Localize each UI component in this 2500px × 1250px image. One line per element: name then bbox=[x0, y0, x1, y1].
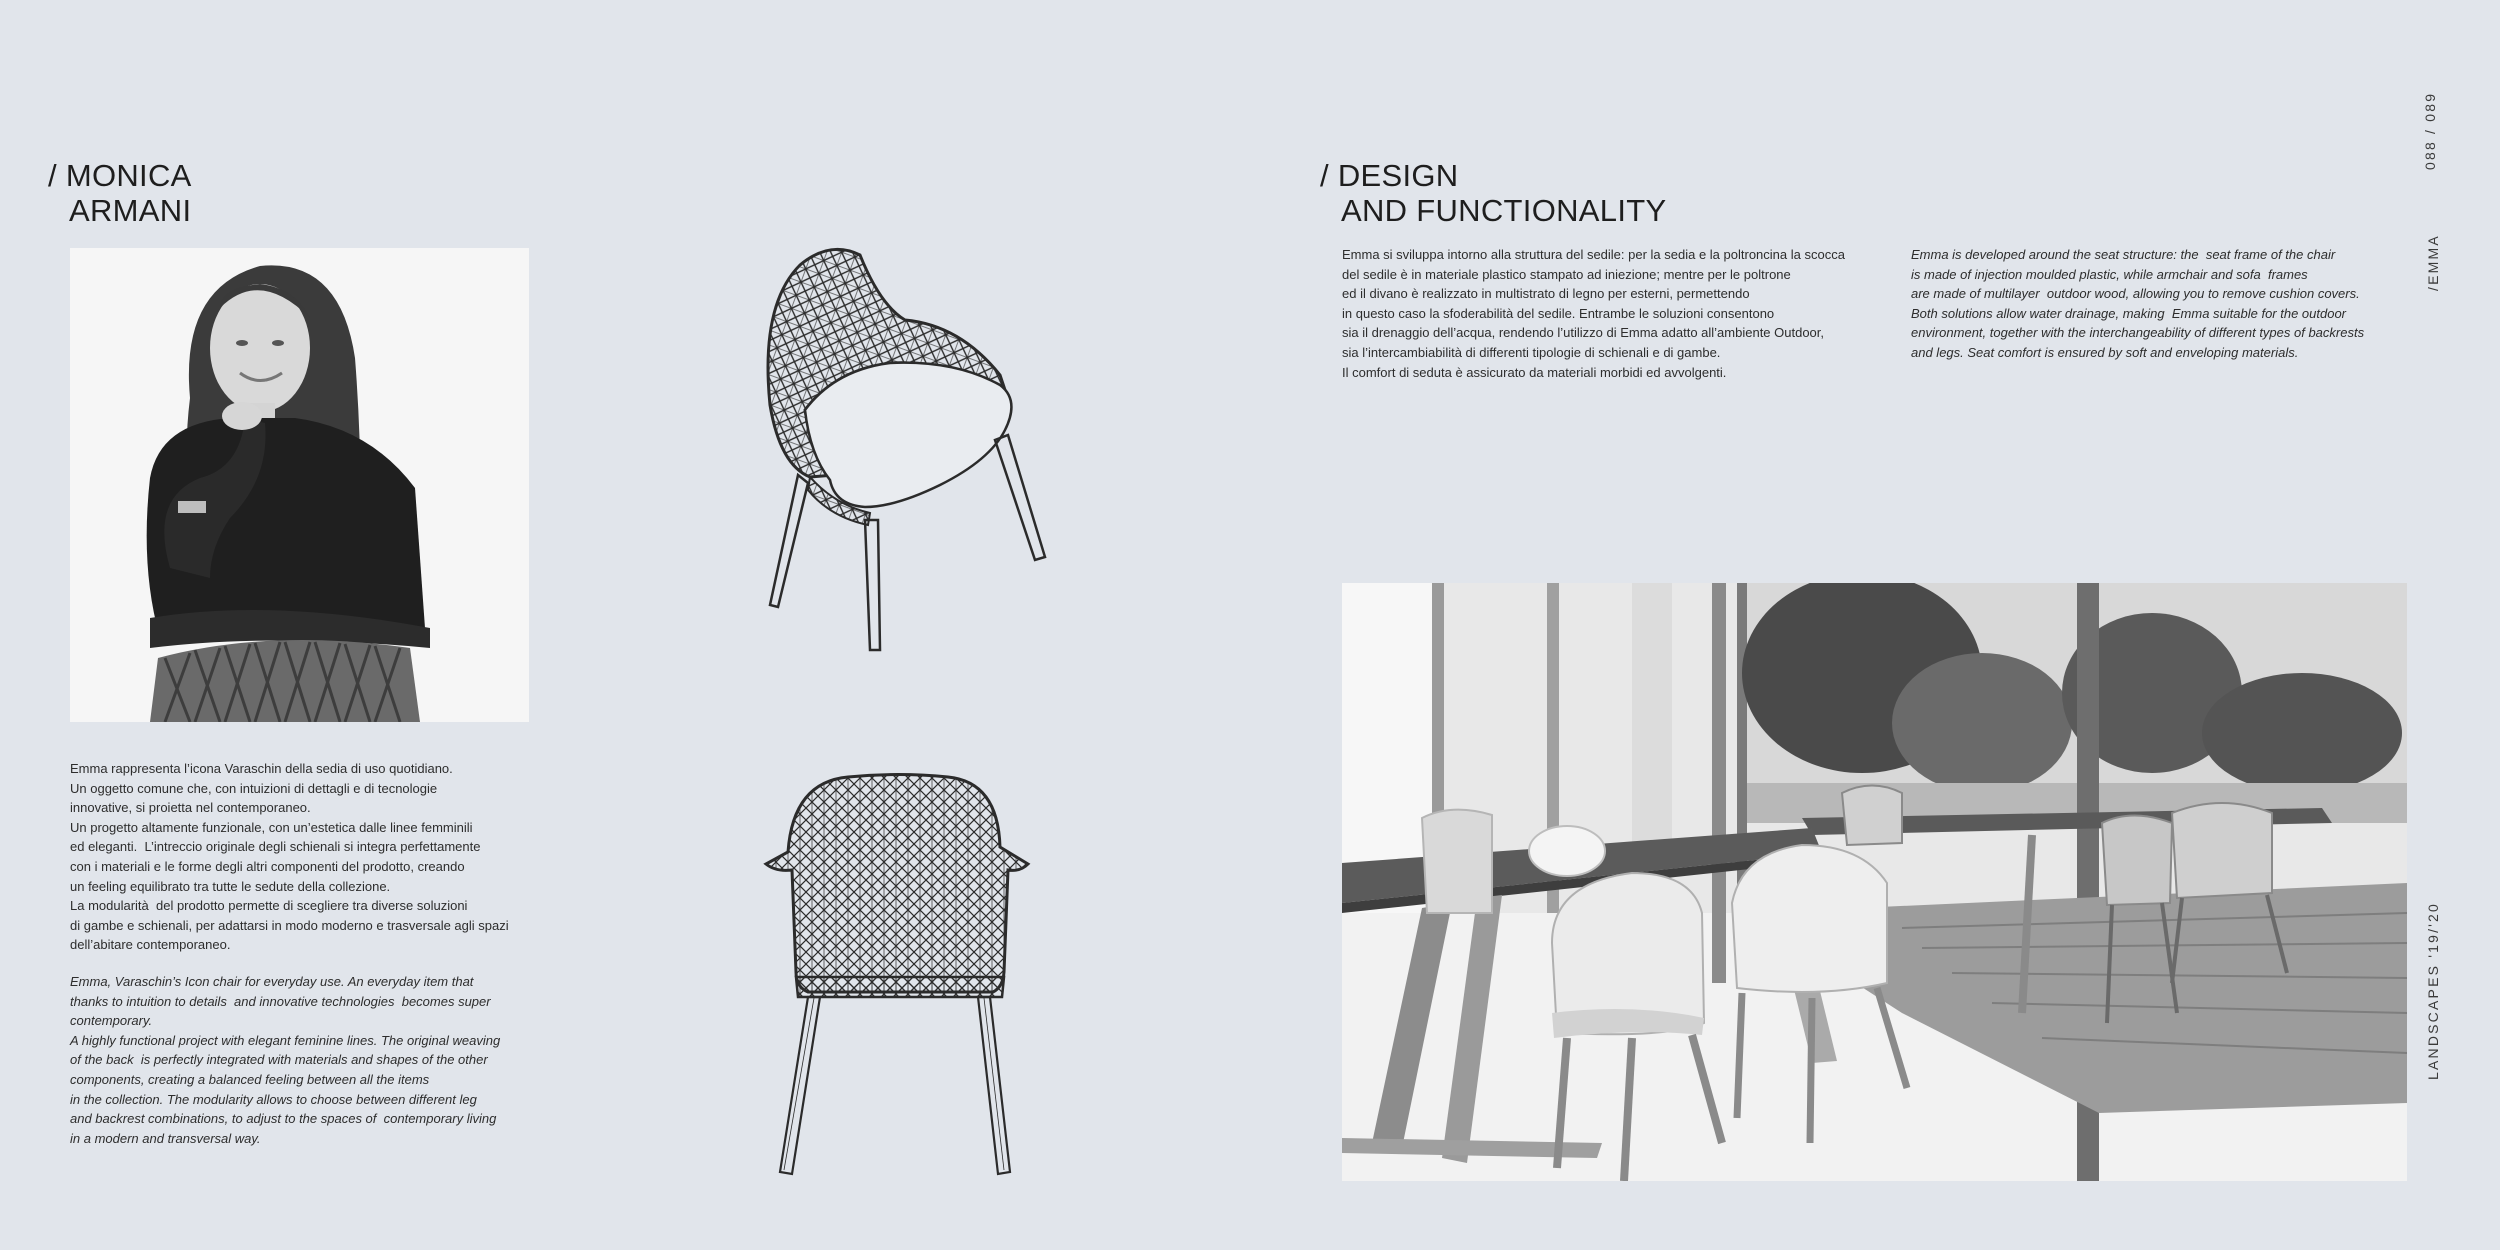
design-en-line: is made of injection moulded plastic, while armchair and sofa frames bbox=[1911, 266, 2308, 282]
design-heading-line1: / DESIGN bbox=[1320, 158, 1459, 193]
design-en-line: and legs. Seat comfort is ensured by soft and enveloping materials. bbox=[1911, 344, 2299, 360]
designer-portrait bbox=[70, 248, 529, 722]
designer-en-line: in the collection. The modularity allows to choose between different leg bbox=[70, 1091, 477, 1107]
page-number: 088 / 089 bbox=[2422, 91, 2438, 170]
design-it-line: Emma si sviluppa intorno alla struttura del sedile: per la sedia e la poltroncina la scocca bbox=[1342, 247, 1845, 262]
portrait-image bbox=[70, 248, 529, 722]
design-en-line: Emma is developed around the seat structure: the seat frame of the chair bbox=[1911, 247, 2336, 262]
design-en-line: are made of multilayer outdoor wood, allowing you to remove cushion covers. bbox=[1911, 286, 2360, 302]
designer-it-line: un feeling equilibrato tra tutte le sedute della collezione. bbox=[70, 878, 391, 894]
designer-it-line: dell’abitare contemporaneo. bbox=[70, 937, 231, 953]
designer-heading-line1: / MONICA bbox=[48, 158, 192, 193]
designer-it-line: La modularità del prodotto permette di scegliere tra diverse soluzioni bbox=[70, 898, 468, 914]
chair-sketch-back bbox=[758, 772, 1038, 1182]
designer-it-line: ed eleganti. L’intreccio originale degli schienali si integra perfettamente bbox=[70, 839, 481, 855]
design-it-line: del sedile è in materiale plastico stampato ad iniezione; mentre per le poltrone bbox=[1342, 266, 1791, 282]
designer-text-italian bbox=[70, 759, 509, 955]
designer-it-line: Un oggetto comune che, con intuizioni di dettagli e di tecnologie bbox=[70, 780, 438, 796]
design-heading bbox=[1320, 158, 1666, 228]
designer-en-line: components, creating a balanced feeling between all the items bbox=[70, 1071, 430, 1087]
design-it-line: in questo caso la sfoderabilità del sedile. Entrambe le soluzioni consentono bbox=[1342, 305, 1775, 321]
designer-en-line: Emma, Varaschin’s Icon chair for everyday use. An everyday item that bbox=[70, 974, 474, 989]
designer-heading-line2: ARMANI bbox=[69, 193, 192, 228]
design-en-line: environment, together with the interchangeability of different types of backrests bbox=[1911, 325, 2365, 341]
design-it-line: ed il divano è realizzato in multistrato di legno per esterni, permettendo bbox=[1342, 286, 1750, 302]
designer-it-line: innovative, si proietta nel contemporaneo. bbox=[70, 800, 311, 816]
designer-en-line: of the back is perfectly integrated with materials and shapes of the other bbox=[70, 1052, 488, 1068]
designer-en-line: thanks to intuition to details and innovative technologies becomes super bbox=[70, 993, 491, 1009]
design-it-line: sia il drenaggio dell’acqua, rendendo l’utilizzo di Emma adatto all’ambiente Outdoor, bbox=[1342, 325, 1825, 341]
designer-en-line: A highly functional project with elegant feminine lines. The original weaving bbox=[70, 1032, 501, 1048]
designer-en-line: in a modern and transversal way. bbox=[70, 1130, 261, 1146]
designer-it-line: di gambe e schienali, per adattarsi in modo moderno e trasversale agli spazi bbox=[70, 917, 509, 933]
dining-scene-photo bbox=[1342, 583, 2407, 1181]
designer-heading bbox=[48, 158, 192, 228]
design-text-english bbox=[1911, 245, 2364, 363]
design-text-italian bbox=[1342, 245, 1845, 382]
designer-it-line: Emma rappresenta l’icona Varaschin della sedia di uso quotidiano. bbox=[70, 761, 453, 776]
design-it-line: sia l’intercambiabilità di differenti tipologie di schienali e di gambe. bbox=[1342, 344, 1721, 360]
designer-en-line: and backrest combinations, to adjust to the spaces of contemporary living bbox=[70, 1111, 497, 1127]
design-en-line: Both solutions allow water drainage, making Emma suitable for the outdoor bbox=[1911, 305, 2347, 321]
designer-it-line: con i materiali e le forme degli altri componenti del prodotto, creando bbox=[70, 858, 465, 874]
design-heading-line2: AND FUNCTIONALITY bbox=[1341, 193, 1667, 228]
designer-en-line: contemporary. bbox=[70, 1013, 153, 1029]
catalog-tag: LANDSCAPES '19/'20 bbox=[2425, 901, 2441, 1080]
chair-sketch-side bbox=[740, 245, 1060, 655]
collection-tag: /EMMA bbox=[2425, 234, 2441, 291]
designer-text-english bbox=[70, 972, 500, 1148]
photo-image bbox=[1342, 583, 2407, 1181]
designer-it-line: Un progetto altamente funzionale, con un’estetica dalle linee femminili bbox=[70, 819, 473, 835]
design-it-line: Il comfort di seduta è assicurato da materiali morbidi ed avvolgenti. bbox=[1342, 364, 1727, 380]
